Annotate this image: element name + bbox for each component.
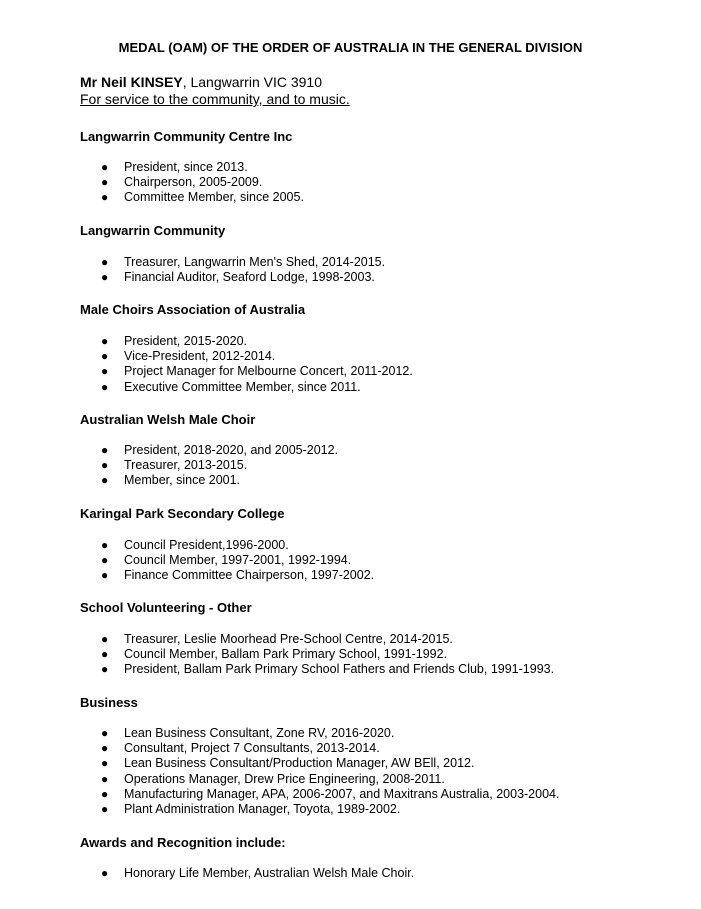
bullet-icon: ● [101,801,109,816]
list-item-text: Plant Administration Manager, Toyota, 1989-2002. [124,801,401,816]
section-list [0,726,559,817]
list-item-text: Treasurer, Langwarrin Men's Shed, 2014-2015. [124,255,386,269]
section-list [0,443,338,489]
section-heading: Australian Welsh Male Choir [80,412,256,427]
list-item [0,190,304,205]
list-item-text: Lean Business Consultant, Zone RV, 2016-2020. [124,726,395,740]
section-heading: Langwarrin Community Centre Inc [80,129,293,144]
bullet-icon: ● [101,632,109,646]
list-item-text: Treasurer, Leslie Moorhead Pre-School Centre, 2014-2015. [124,632,453,646]
list-item-text: President, 2018-2020, and 2005-2012. [124,443,339,457]
list-item-text: Council Member, Ballam Park Primary School, 1991-1992. [124,647,448,662]
bullet-icon: ● [101,458,109,473]
list-item-text: President, Ballam Park Primary School Fathers and Friends Club, 1991-1993. [124,662,555,677]
list-item [0,772,559,787]
list-item [0,443,338,458]
list-item [0,270,385,285]
section-list [0,160,304,206]
list-item-text: Chairperson, 2005-2009. [124,175,263,190]
bullet-icon: ● [101,160,109,174]
section-list [0,334,413,395]
bullet-icon: ● [101,786,109,801]
list-item-text: Manufacturing Manager, APA, 2006-2007, and Maxitrans Australia, 2003-2004. [124,786,560,801]
section-heading: Male Choirs Association of Australia [80,302,306,317]
bullet-icon: ● [101,647,109,662]
list-item [0,364,413,379]
bullet-icon: ● [101,741,109,756]
list-item-text: Executive Committee Member, since 2011. [124,379,361,394]
bullet-icon: ● [101,756,109,771]
list-item-text: Honorary Life Member, Australian Welsh Male Choir. [124,866,415,880]
bullet-icon: ● [101,662,109,677]
list-item [0,473,338,488]
document-title: MEDAL (OAM) OF THE ORDER OF AUSTRALIA IN THE GENERAL DIVISION [118,40,583,55]
citation: For service to the community, and to music. [80,91,350,107]
bullet-icon: ● [101,473,109,488]
list-item [0,632,554,647]
section-list [0,538,374,584]
list-item [0,568,374,583]
list-item [0,380,413,395]
bullet-icon: ● [101,379,109,394]
list-item [0,538,374,553]
list-item-text: Consultant, Project 7 Consultants, 2013-2014. [124,741,380,756]
list-item [0,160,304,175]
bullet-icon: ● [101,771,109,786]
bullet-icon: ● [101,866,109,880]
list-item-text: Operations Manager, Drew Price Engineering, 2008-2011. [124,771,445,786]
bullet-icon: ● [101,255,109,269]
bullet-icon: ● [101,726,109,740]
list-item [0,787,559,802]
bullet-icon: ● [101,270,109,285]
list-item-text: Council President,1996-2000. [124,538,289,552]
bullet-icon: ● [101,349,109,364]
section-list [0,632,554,678]
list-item [0,334,413,349]
bullet-icon: ● [101,364,109,379]
list-item [0,726,559,741]
bullet-icon: ● [101,568,109,583]
list-item-text: President, 2015-2020. [124,334,248,348]
section-heading: Langwarrin Community [80,223,226,238]
recipient-location: , Langwarrin VIC 3910 [182,74,323,90]
list-item [0,255,385,270]
list-item [0,458,338,473]
list-item [0,175,304,190]
section-heading: Business [80,695,138,710]
list-item-text: Member, since 2001. [124,473,241,488]
section-list [0,255,385,285]
bullet-icon: ● [101,175,109,190]
list-item [0,802,559,817]
bullet-icon: ● [101,538,109,552]
recipient-name: Mr Neil KINSEY [80,74,183,90]
list-item-text: Vice-President, 2012-2014. [124,349,276,364]
list-item-text: Committee Member, since 2005. [124,190,304,205]
list-item [0,741,559,756]
list-item [0,662,554,677]
recipient-line [80,74,322,90]
bullet-icon: ● [101,553,109,568]
list-item [0,756,559,771]
list-item [0,349,413,364]
section-heading: Karingal Park Secondary College [80,506,285,521]
section-heading: School Volunteering - Other [80,600,252,615]
list-item-text: Lean Business Consultant/Production Manager, AW BEll, 2012. [124,756,475,771]
list-item-text: Finance Committee Chairperson, 1997-2002. [124,568,375,583]
list-item-text: Treasurer, 2013-2015. [124,458,248,473]
bullet-icon: ● [101,190,109,205]
bullet-icon: ● [101,443,109,457]
list-item-text: President, since 2013. [124,160,248,174]
list-item-text: Financial Auditor, Seaford Lodge, 1998-2003. [124,270,375,285]
list-item [0,553,374,568]
list-item-text: Project Manager for Melbourne Concert, 2011-2012. [124,364,413,379]
list-item [0,647,554,662]
section-list [0,866,414,881]
list-item [0,866,414,881]
section-heading: Awards and Recognition include: [80,835,286,850]
list-item-text: Council Member, 1997-2001, 1992-1994. [124,553,352,568]
bullet-icon: ● [101,334,109,348]
